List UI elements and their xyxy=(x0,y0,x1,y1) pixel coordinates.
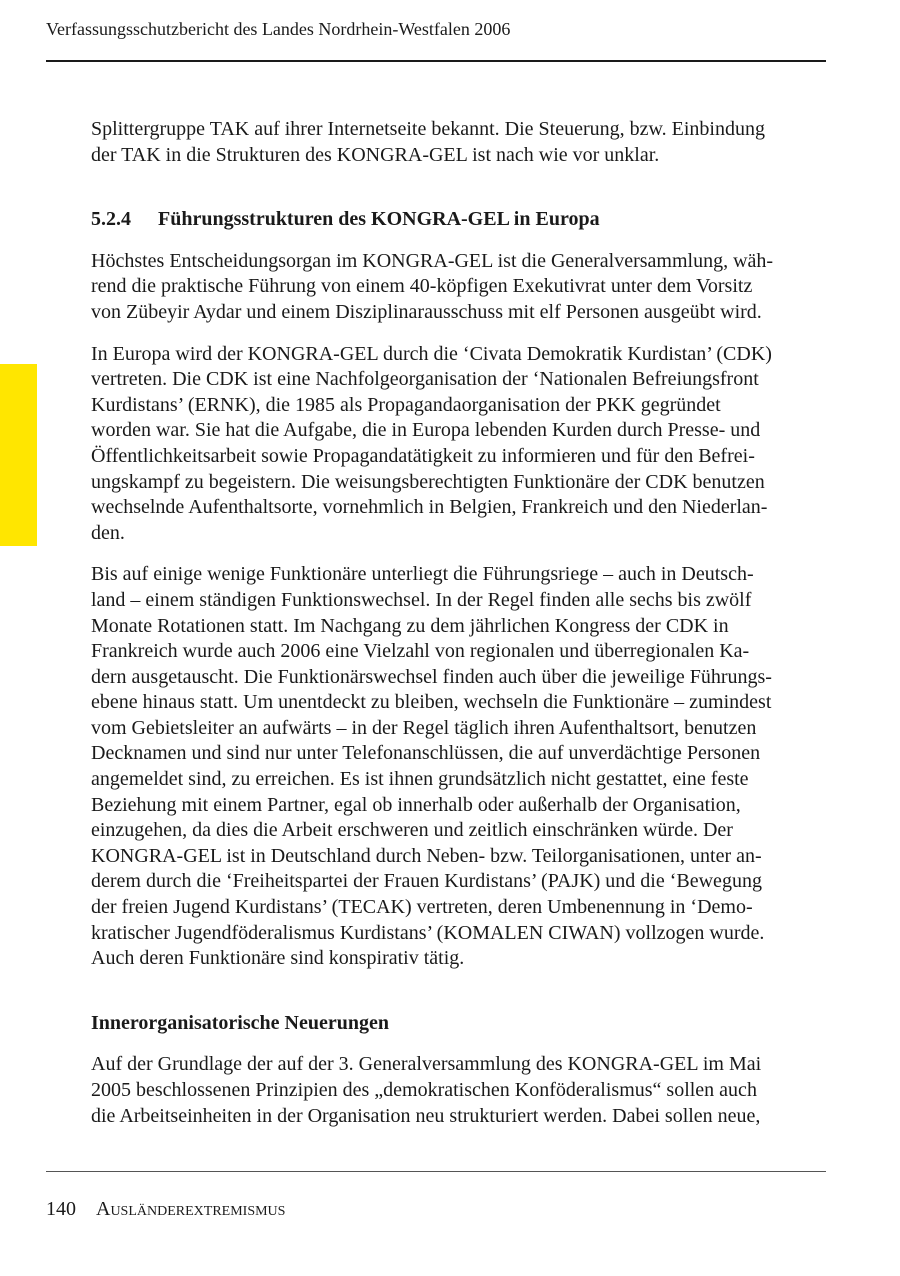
text-line: einzugehen, da dies die Arbeit erschweren und zeitlich einschränken würde. Der xyxy=(91,819,733,842)
section-title: Führungsstrukturen des KONGRA-GEL in Europa xyxy=(158,208,600,231)
paragraph-rotation xyxy=(91,562,831,972)
text-line: Auch deren Funktionäre sind konspirativ tätig. xyxy=(91,947,465,970)
text-line: rend die praktische Führung von einem 40-köpfigen Exekutivrat unter dem Vorsitz xyxy=(91,275,753,298)
footer-section-name: Ausländerextremismus xyxy=(96,1198,286,1220)
text-line: derem durch die ‘Freiheitspartei der Frauen Kurdistans’ (PAJK) und die ‘Bewegung xyxy=(91,870,762,893)
text-line: Kurdistans’ (ERNK), die 1985 als Propagandaorganisation der PKK gegründet xyxy=(91,393,721,416)
page-number: 140 xyxy=(46,1198,76,1220)
section-heading xyxy=(91,207,831,233)
header-divider xyxy=(46,60,826,62)
page-content xyxy=(91,117,831,1129)
text-line: Frankreich wurde auch 2006 eine Vielzahl von regionalen und überregionalen Ka- xyxy=(91,640,750,663)
text-line: 2005 beschlossenen Prinzipien des „demokratischen Konföderalismus“ sollen auch xyxy=(91,1079,757,1101)
text-line: wechselnde Aufenthaltsorte, vornehmlich in Belgien, Frankreich und den Niederlan- xyxy=(91,496,768,519)
text-line: dern ausgetauscht. Die Funktionärswechsel finden auch über die jeweilige Führungs- xyxy=(91,665,772,688)
section-number: 5.2.4 xyxy=(91,208,131,231)
header-title: Verfassungsschutzbericht des Landes Nordrhein-Westfalen 2006 xyxy=(46,19,511,39)
text-line: Decknamen und sind nur unter Telefonanschlüssen, die auf unverdächtige Personen xyxy=(91,742,761,765)
side-marker-bar xyxy=(0,364,37,546)
text-line: ebene hinaus statt. Um unentdeckt zu bleiben, wechseln die Funktionäre – zumindest xyxy=(91,691,772,714)
text-line: die Arbeitseinheiten in der Organisation neu strukturiert werden. Dabei sollen neue, xyxy=(91,1104,761,1127)
text-line: den. xyxy=(91,521,125,544)
text-line: kratischer Jugendföderalismus Kurdistans’ (KOMALEN CIWAN) vollzogen wurde. xyxy=(91,921,765,944)
text-line: Beziehung mit einem Partner, egal ob innerhalb oder außerhalb der Organisation, xyxy=(91,793,741,816)
text-line: Monate Rotationen statt. Im Nachgang zu dem jährlichen Kongress der CDK in xyxy=(91,614,729,637)
text-line: der TAK in die Strukturen des KONGRA-GEL ist nach wie vor unklar. xyxy=(91,143,660,166)
text-line: land – einem ständigen Funktionswechsel. In der Regel finden alle sechs bis zwölf xyxy=(91,588,752,611)
text-line: Auf der Grundlage der auf der 3. Generalversammlung des KONGRA-GEL im Mai xyxy=(91,1053,762,1076)
text-line: KONGRA-GEL ist in Deutschland durch Neben- bzw. Teilorganisationen, unter an- xyxy=(91,844,762,867)
subheading: Innerorganisatorische Neuerungen xyxy=(91,1011,389,1034)
paragraph-confederalism xyxy=(91,1052,831,1129)
paragraph-cdk-europe xyxy=(91,342,831,547)
text-line: der freien Jugend Kurdistans’ (TECAK) vertreten, deren Umbenennung in ‘Demo- xyxy=(91,896,753,919)
text-line: angemeldet sind, zu erreichen. Es ist ihnen grundsätzlich nicht gestattet, eine feste xyxy=(91,768,749,791)
footer-divider xyxy=(46,1171,826,1172)
text-line: Splittergruppe TAK auf ihrer Internetseite bekannt. Die Steuerung, bzw. Einbindung xyxy=(91,118,765,140)
paragraph-intro xyxy=(91,117,831,168)
text-line: Bis auf einige wenige Funktionäre unterliegt die Führungsriege – auch in Deutsch- xyxy=(91,563,754,586)
text-line: Öffentlichkeitsarbeit sowie Propagandatätigkeit zu informieren und für den Befrei- xyxy=(91,444,755,467)
text-line: worden war. Sie hat die Aufgabe, die in Europa lebenden Kurden durch Presse- und xyxy=(91,419,761,442)
page-footer xyxy=(46,1197,285,1221)
text-line: ungskampf zu begeistern. Die weisungsberechtigten Funktionäre der CDK benutzen xyxy=(91,470,765,493)
paragraph-leadership xyxy=(91,249,831,326)
text-line: vom Gebietsleiter an aufwärts – in der Regel täglich ihren Aufenthaltsort, benutzen xyxy=(91,716,757,739)
text-line: vertreten. Die CDK ist eine Nachfolgeorganisation der ‘Nationalen Befreiungsfront xyxy=(91,368,759,391)
text-line: Höchstes Entscheidungsorgan im KONGRA-GEL ist die Generalversammlung, wäh- xyxy=(91,249,774,272)
text-line: von Zübeyir Aydar und einem Disziplinarausschuss mit elf Personen ausgeübt wird. xyxy=(91,300,762,323)
text-line: In Europa wird der KONGRA-GEL durch die ‘Civata Demokratik Kurdistan’ (CDK) xyxy=(91,342,772,365)
